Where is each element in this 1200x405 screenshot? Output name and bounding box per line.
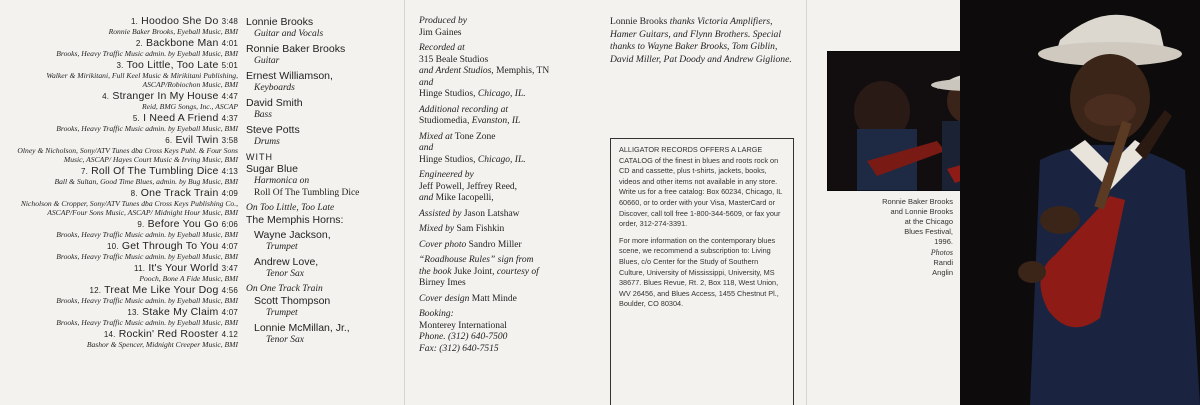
train-song: On One Track Train (246, 284, 323, 294)
track-duration: 4:37 (221, 114, 238, 123)
track-item (0, 285, 238, 305)
track-item (0, 307, 238, 327)
track-number: 4. (102, 92, 110, 101)
track-number: 6. (165, 136, 173, 145)
track-item (0, 91, 238, 111)
cover-photo: Cover photo Sandro Miller (419, 239, 522, 250)
track-title-line (0, 307, 238, 318)
musician-name: Lonnie Brooks (246, 16, 314, 28)
track-title: Treat Me Like Your Dog (104, 284, 219, 296)
musician-role: Trumpet (266, 308, 298, 318)
track-credit: Olney & Nicholson, Sony/ATV Tunes dba Cross Keys Publ. & Four Sons Music, ASCAP/ Hayes Court Music & Irving Music, BMI (17, 146, 238, 164)
track-duration: 4:07 (221, 242, 238, 251)
track-number: 9. (137, 220, 145, 229)
track-credit: Ball & Sultan, Good Time Blues, admin. by Bug Music, BMI (54, 177, 238, 186)
musician-role: Tenor Sax (266, 335, 304, 345)
mixed-by: Mixed by Sam Fishkin (419, 224, 505, 234)
track-title: Rockin' Red Rooster (118, 328, 219, 340)
track-number: 3. (116, 61, 124, 70)
track-title: Evil Twin (175, 134, 219, 146)
engineers: and Mike Iacopelli, (419, 193, 494, 203)
musician-song: Roll Of The Tumbling Dice (254, 188, 360, 198)
blues-subscriptions: For more information on the contemporary blues scene, we recommend a subscription to: Living Blues, c/o Center for the Study of Southern Culture, University of Mississippi, University, MS 38677. Blues Revue, Rt. 2, Box 118, West Union, WV 26456, and Blues Access, 1455 Chestnut Pl., Boulder, CO 80304. (619, 235, 779, 309)
recorded-label: Recorded at (419, 43, 465, 53)
lonnie-brooks-photo-illustration (960, 0, 1200, 405)
track-number: 7. (80, 167, 89, 176)
track-item (0, 188, 238, 217)
track-title: Stranger In My House (112, 90, 219, 102)
studio: and Ardent Studios, Memphis, TN (419, 66, 550, 76)
studio: Hinge Studios, Chicago, IL. (419, 154, 526, 165)
cover-design: Cover design Matt Minde (419, 293, 517, 304)
booking-fax: Fax: (312) 640-7515 (419, 343, 499, 354)
catalog-offer: ALLIGATOR RECORDS OFFERS A LARGE CATALOG of the finest in blues and roots rock on CD and cassette, plus t-shirts, jackets, books, videos and other items not available in any store. Write us for a free catalog: Box 60234, Chicago, IL 60660, or to order with your Visa, MasterCard or Discover, call toll free 1-800-344-5609, or fax your order, 312-274-3391. (619, 145, 783, 229)
track-title-line (0, 285, 238, 296)
musician-name: Scott Thompson (254, 295, 331, 307)
track-title: Get Through To You (121, 240, 219, 252)
horns-song: On Too Little, Too Late (246, 203, 335, 213)
track-number: 8. (130, 189, 138, 198)
musician-name: Ronnie Baker Brooks (246, 43, 346, 55)
track-title-line (0, 219, 238, 230)
track-title: Too Little, Too Late (126, 59, 219, 71)
track-credit: Brooks, Heavy Traffic Music admin. by Eyeball Music, BMI (56, 318, 238, 327)
sign-credit: Birney Imes (419, 278, 466, 288)
track-item (0, 38, 238, 58)
track-title: It's Your World (148, 262, 219, 274)
track-credit: Brooks, Heavy Traffic Music admin. by Eyeball Music, BMI (56, 296, 238, 305)
photographer: Randi (933, 258, 953, 267)
engineers: Jeff Powell, Jeffrey Reed, (419, 181, 518, 192)
track-title-line (0, 113, 238, 124)
track-number: 14. (103, 330, 116, 339)
musician-name: Lonnie McMillan, Jr., (254, 322, 350, 334)
track-number: 11. (134, 264, 146, 273)
track-duration: 4:47 (221, 92, 238, 101)
track-duration: 4:07 (221, 308, 238, 317)
producer: Jim Gaines (419, 27, 462, 38)
sign-credit: the book Juke Joint, courtesy of (419, 266, 539, 277)
panel-fold (806, 0, 807, 405)
track-credit: Brooks, Heavy Traffic Music admin. by Eyeball Music, BMI (56, 124, 238, 133)
track-credit: Ronnie Baker Brooks, Eyeball Music, BMI (108, 27, 238, 36)
track-credit: Brooks, Heavy Traffic Music admin. by Eyeball Music, BMI (56, 49, 238, 58)
track-title-line (0, 241, 238, 252)
track-credit: Bashor & Spencer, Midnight Creeper Music, BMI (86, 340, 238, 349)
track-duration: 6:06 (221, 220, 238, 229)
booking-agency: Monterey International (419, 320, 507, 331)
track-title: I Need A Friend (143, 112, 219, 124)
musician-name: Wayne Jackson, (254, 229, 331, 241)
track-item (0, 60, 238, 89)
track-title-line (0, 135, 238, 146)
musician-name: Andrew Love, (254, 256, 319, 268)
studio: Studiomedia, Evanston, IL (419, 116, 521, 126)
mixed-at: Mixed at Tone Zone (419, 131, 496, 142)
track-duration: 4:56 (221, 286, 238, 295)
musician-name: Sugar Blue (246, 163, 298, 175)
musician-role: Harmonica on (254, 176, 310, 186)
track-item (0, 263, 238, 283)
track-duration: 4:01 (221, 39, 238, 48)
track-number: 13. (127, 308, 140, 317)
musician-role: Bass (254, 110, 272, 120)
track-credit: Walker & Mirikitani, Full Keel Music & Mirikitani Publishing, ASCAP/Robiochon Music, BMI (46, 71, 238, 89)
horns-heading: The Memphis Horns: (246, 214, 344, 226)
lonnie-brooks-photo (960, 0, 1200, 405)
track-title: Roll Of The Tumbling Dice (91, 165, 219, 177)
track-title-line (0, 91, 238, 102)
track-item (0, 166, 238, 186)
track-title-line (0, 329, 238, 340)
track-duration: 3:48 (221, 17, 238, 26)
track-title: Stake My Claim (142, 306, 219, 318)
track-duration: 5:01 (221, 61, 238, 70)
booking-phone: Phone. (312) 640-7500 (419, 332, 508, 342)
track-title: Before You Go (147, 218, 219, 230)
musician-role: Guitar and Vocals (254, 29, 324, 39)
track-number: 12. (89, 286, 102, 295)
track-title-line (0, 16, 238, 27)
track-title-line (0, 188, 238, 199)
thanks-panel (610, 16, 800, 405)
track-credit: Pooch, Bone A Fide Music, BMI (139, 274, 238, 283)
track-item (0, 16, 238, 36)
and-text: and (419, 143, 434, 153)
musician-name: Ernest Williamson, (246, 70, 333, 82)
track-duration: 4.12 (221, 330, 238, 339)
with-heading: WITH (246, 152, 273, 162)
track-item (0, 241, 238, 261)
track-item (0, 135, 238, 164)
track-credit: Brooks, Heavy Traffic Music admin. by Eyeball Music, BMI (56, 230, 238, 239)
track-title: Hoodoo She Do (141, 15, 219, 27)
track-duration: 3:47 (221, 264, 238, 273)
track-number: 1. (130, 17, 139, 26)
musician-role: Keyboards (254, 83, 295, 93)
musician-role: Trumpet (266, 242, 298, 252)
musician-role: Drums (254, 137, 280, 147)
track-item (0, 329, 238, 349)
and-text: and (419, 77, 434, 88)
track-title: Backbone Man (146, 37, 219, 49)
track-duration: 4:13 (221, 167, 238, 176)
track-credit: Brooks, Heavy Traffic Music admin. by Eyeball Music, BMI (56, 252, 238, 261)
catalog-info-box (610, 138, 794, 405)
sign-credit: “Roadhouse Rules” sign from (419, 255, 534, 265)
musician-role: Guitar (254, 56, 280, 66)
studio: 315 Beale Studios (419, 54, 489, 65)
track-list (0, 16, 238, 405)
track-number: 2. (135, 39, 143, 48)
musician-role: Tenor Sax (266, 269, 304, 279)
photo-credit-label: Photos (930, 248, 953, 257)
track-title: One Track Train (140, 187, 219, 199)
track-duration: 3:58 (221, 136, 238, 145)
produced-label: Produced by (419, 16, 467, 26)
track-title-line (0, 38, 238, 49)
track-duration: 4:09 (221, 189, 238, 198)
track-number: 5. (132, 114, 140, 123)
musician-credits (246, 16, 406, 405)
track-item (0, 113, 238, 133)
musician-name: David Smith (246, 97, 303, 109)
thanks-text: Lonnie Brooks thanks Victoria Amplifiers, Hamer Guitars, and Flynn Brothers. Special thanks to Wayne Baker Brooks, Tom Giblin, David Miller, Pat Doody and Andrew Giglione. (610, 16, 792, 65)
track-credit: Reid, BMG Songs, Inc., ASCAP (141, 102, 238, 111)
musician-name: Steve Potts (246, 124, 300, 136)
track-title-line (0, 263, 238, 274)
photographer: Anglin (932, 268, 953, 277)
track-credit: Nicholson & Cropper, Sony/ATV Tunes dba Cross Keys Publishing Co., ASCAP/Four Sons Music, ASCAP/ Midnight Hour Music, BMI (20, 199, 238, 217)
booking-label: Booking: (419, 309, 454, 319)
photo-caption: Ronnie Baker Brooks and Lonnie Brooks at the Chicago Blues Festival, 1996. Photos Randi Anglin (830, 197, 953, 278)
track-title-line (0, 166, 238, 177)
production-credits (419, 16, 597, 405)
assisted-by: Assisted by Jason Latshaw (419, 208, 520, 219)
engineered-label: Engineered by (419, 170, 474, 180)
track-title-line (0, 60, 238, 71)
additional-label: Additional recording at (419, 104, 509, 115)
studio: Hinge Studios, Chicago, IL. (419, 89, 526, 99)
track-number: 10. (107, 242, 119, 251)
track-item (0, 219, 238, 239)
